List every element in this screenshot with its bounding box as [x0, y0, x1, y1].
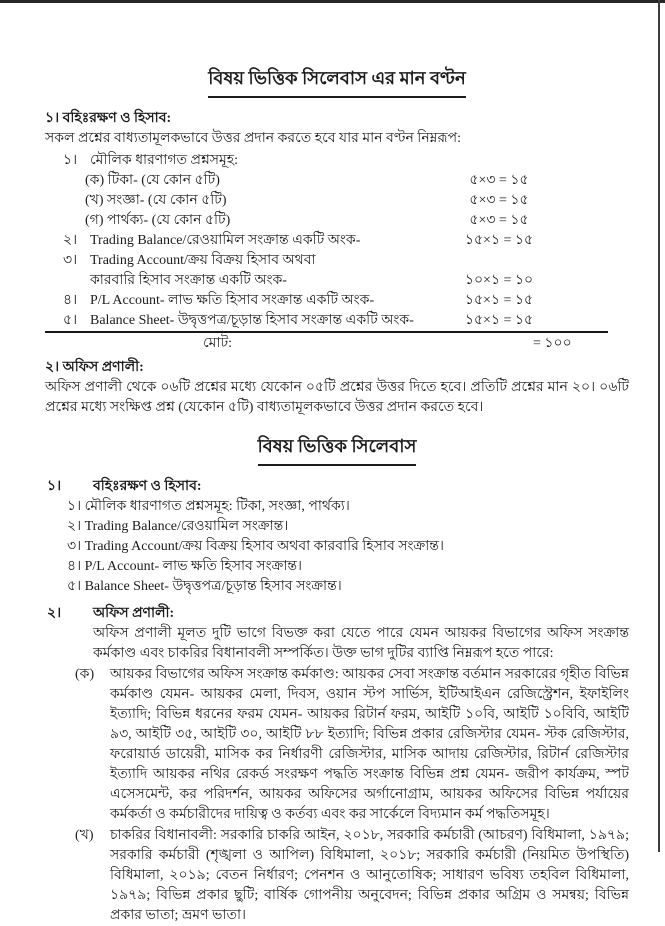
- group-heading: অফিস প্রণালী:: [93, 606, 175, 621]
- row-text: P/L Account- লাভ ক্ষতি হিসাব সংক্রান্ত একটি অংক-: [90, 293, 375, 308]
- row-text: (খ) সংজ্ঞা- (যে কোন ৫টি): [85, 193, 227, 208]
- section-heading-accounts: ১। বহিঃরক্ষণ ও হিসাব:: [45, 111, 172, 126]
- row-text: (ক) টিকা- (যে কোন ৫টি): [85, 173, 220, 188]
- sub-item-ka: [45, 665, 629, 825]
- group-number: ২।: [47, 606, 62, 621]
- syllabus-section: [45, 476, 629, 926]
- row-text: মৌলিক ধারণাগত প্রশ্নসমূহ:: [90, 153, 239, 168]
- row-text: Trading Balance/রেওয়ামিল সংক্রান্ত একটি অংক-: [90, 233, 361, 248]
- office-procedure-note: [45, 357, 629, 418]
- row-number: ১।: [63, 153, 78, 168]
- list-item: ৪। P/L Account- লাভ ক্ষতি হিসাব সংক্রান্ত।: [67, 559, 303, 574]
- page-title-text: বিষয় ভিত্তিক সিলেবাস: [258, 432, 417, 466]
- group-item-list: [67, 497, 629, 597]
- list-item: ৫। Balance Sheet- উদ্বৃত্তপত্র/চূড়ান্ত হিসাব সংক্রান্ত।: [67, 579, 342, 594]
- row-text: (গ) পার্থক্য- (যে কোন ৫টি): [85, 213, 231, 228]
- sub-item-text: চাকরির বিধানাবলী: সরকারি চাকরি আইন, ২০১৮, সরকারি কর্মচারী (আচরণ) বিধিমালা, ১৯৭৯; সরকারি কর্মচারী (শৃঙ্খলা ও আপিল) বিধিমালা, ২০১৮; সরকারি কর্মচারী (নিয়মিত উপস্থিতি) বিধিমালা, ২০১৯; বেতন নির্ধারণ; পেনশন ও আনুতোষিক; সাধারণ ভবিষ্য তহবিল বিধিমালা, ১৯৭৯; বিভিন্ন প্রকার ছুটি; বার্ষিক গোপনীয় অনুবেদন; বিভিন্ন প্রকার অগ্রিম ও সমন্বয়; বিভিন্ন প্রকার ভাতা; ভ্রমণ ভাতা।: [110, 828, 629, 923]
- row-number: ২।: [63, 233, 78, 248]
- list-item: ২। Trading Balance/রেওয়ামিল সংক্রান্ত।: [67, 519, 289, 534]
- row-marks: ১৫×১ = ১৫: [464, 313, 534, 328]
- row-marks: ১৫×১ = ১৫: [464, 293, 534, 308]
- section-heading-office: ২। অফিস প্রণালী:: [45, 360, 144, 375]
- row-marks: ৫×৩ = ১৫: [469, 173, 529, 188]
- group-intro: অফিস প্রণালী মূলত দুটি ভাগে বিভক্ত করা যেতে পারে যেমন আয়কর বিভাগের অফিস সংক্রান্ত কর্মকাণ্ড এবং চাকরির বিধানাবলী সম্পর্কিত। উক্ত ভাগ দুটির ব্যাপ্তি নিম্নরূপ হতে পারে:: [93, 626, 629, 661]
- marks-row: [45, 291, 629, 311]
- page-content: [45, 0, 629, 926]
- row-number: ৪।: [63, 293, 78, 308]
- row-text: Balance Sheet- উদ্বৃত্তপত্র/চূড়ান্ত হিসাব সংক্রান্ত একটি অংক-: [90, 313, 414, 328]
- group-number: ১।: [47, 479, 62, 494]
- marks-row: [45, 151, 629, 171]
- page-title-syllabus: [45, 428, 629, 466]
- marks-intro: সকল প্রশ্নের বাধ্যতামূলকভাবে উত্তর প্রদান করতে হবে যার মান বণ্টন নিম্নরূপ:: [45, 131, 461, 146]
- syllabus-group-office: [45, 603, 629, 926]
- marks-section: [45, 108, 629, 354]
- syllabus-group-accounts: [45, 476, 629, 597]
- row-marks: ৫×৩ = ১৫: [469, 213, 529, 228]
- marks-row: [45, 191, 629, 211]
- marks-row: [45, 271, 629, 291]
- marks-row: [45, 211, 629, 231]
- marks-row: [45, 251, 629, 271]
- marks-row: [45, 171, 629, 191]
- row-marks: ৫×৩ = ১৫: [469, 193, 529, 208]
- total-value: = ১০০: [533, 336, 572, 351]
- sub-item-text: আয়কর বিভাগের অফিস সংক্রান্ত কর্মকাণ্ড: আয়কর সেবা সংক্রান্ত বর্তমান সরকারের গৃহীত বিভিন্ন কর্মকাণ্ড যেমন- আয়কর মেলা, দিবস, ওয়ান স্টপ সার্ভিস, ইটিআইএন রেজিস্ট্রেশন, ইফাইলিং ইত্যাদি; বিভিন্ন ধরনের ফরম যেমন- আয়কর রিটার্ন ফরম, আইটি ১০বি, আইটি ১০বিবি, আইটি ৯৩, আইটি ৩৫, আইটি ৩০, আইটি ৮৮ ইত্যাদি; বিভিন্ন প্রকার রেজিস্টার যেমন- স্টক রেজিস্টার, ফরোয়ার্ড ডায়েরী, মাসিক কর নির্ধারণী রেজিস্টার, মাসিক আদায় রেজিস্টার, রিটার্ন রেজিস্টার ইত্যাদি আয়কর নথির রেকর্ড সংরক্ষণ পদ্ধতি সংক্রান্ত বিভিন্ন প্রশ্ন যেমন- জরীপ কার্যক্রম, স্পট এসেসমেন্ট, কর পরিদর্শন, আয়কর অফিসের অর্গানোগ্রাম, আয়কর অফিসের বিভিন্ন পর্যায়ের কর্মকর্তা ও কর্মচারীদের দায়িত্ব ও কর্তব্য এবং কর সার্কেলে বিদ্যমান কর্ম পদ্ধতিসমূহ।: [110, 667, 629, 822]
- marks-total-row: [45, 333, 629, 354]
- office-note-body: অফিস প্রণালী থেকে ০৬টি প্রশ্নের মধ্যে যেকোন ০৫টি প্রশ্নের উত্তর দিতে হবে। প্রতিটি প্রশ্নের মান ২০। ০৬টি প্রশ্নের মধ্যে সংক্ষিপ্ত প্রশ্ন (যেকোন ৫টি) বাধ্যতামূলকভাবে উত্তর প্রদান করতে হবে।: [45, 380, 629, 415]
- sub-item-label: (ক): [75, 667, 95, 682]
- row-marks: ১০×১ = ১০: [464, 273, 534, 288]
- list-item: ৩। Trading Account/ক্রয় বিক্রয় হিসাব অথবা কারবারি হিসাব সংক্রান্ত।: [67, 539, 444, 554]
- scan-edge-right: [658, 0, 660, 852]
- list-item: ১। মৌলিক ধারণাগত প্রশ্নসমূহ: টিকা, সংজ্ঞা, পার্থক্য।: [67, 499, 350, 514]
- row-text: Trading Account/ক্রয় বিক্রয় হিসাব অথবা: [90, 253, 316, 268]
- group-heading: বহিঃরক্ষণ ও হিসাব:: [93, 479, 202, 494]
- row-text: কারবারি হিসাব সংক্রান্ত একটি অংক-: [90, 273, 287, 288]
- sub-item-kha: [45, 826, 629, 926]
- row-marks: ১৫×১ = ১৫: [464, 233, 534, 248]
- page-title-marks-distribution: [45, 60, 629, 98]
- marks-table: [45, 151, 629, 354]
- row-number: ৩।: [63, 253, 78, 268]
- page-title-text: বিষয় ভিত্তিক সিলেবাস এর মান বণ্টন: [208, 64, 465, 98]
- row-number: ৫।: [63, 313, 78, 328]
- marks-row: [45, 231, 629, 251]
- marks-row-underlined: [45, 311, 608, 333]
- sub-item-label: (খ): [75, 828, 94, 843]
- total-label: মোট:: [203, 336, 233, 351]
